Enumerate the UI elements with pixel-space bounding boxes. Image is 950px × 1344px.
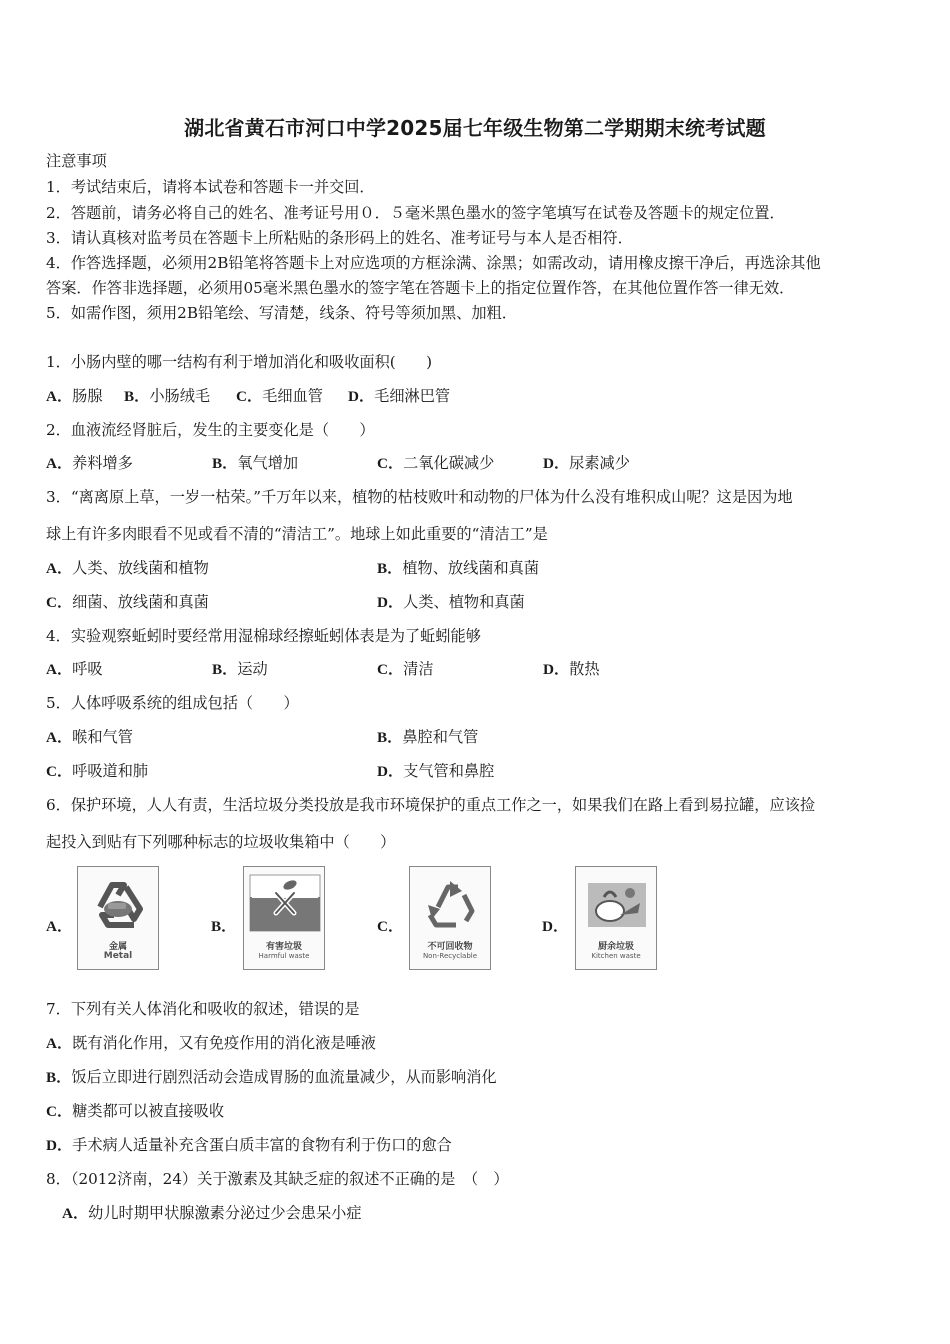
question-option: A．肠腺	[46, 387, 103, 405]
question-option-letter: D．	[542, 918, 569, 935]
question-option: C．呼吸道和肺	[46, 762, 149, 780]
question-stem: 4．实验观察蚯蚓时要经常用湿棉球经擦蚯蚓体表是为了蚯蚓能够	[46, 627, 481, 645]
sign-label-en: Harmful waste	[258, 952, 310, 960]
sign-label-en: Kitchen waste	[591, 952, 641, 960]
sign-label-en: Metal	[103, 951, 133, 961]
notice-heading: 注意事项	[46, 152, 107, 170]
sign-label-cn: 不可回收物	[427, 942, 473, 952]
sign-label-cn: 金属	[108, 942, 127, 952]
question-option: D．手术病人适量补充含蛋白质丰富的食物有利于伤口的愈合	[46, 1136, 452, 1154]
question-option: A．人类、放线菌和植物	[46, 559, 209, 577]
page-title: 湖北省黄石市河口中学2025届七年级生物第二学期期末统考试题	[184, 116, 766, 140]
sign-label-cn: 厨余垃圾	[597, 942, 634, 952]
question-option: B．植物、放线菌和真菌	[377, 559, 540, 577]
question-option: A．幼儿时期甲状腺激素分泌过少会患呆小症	[62, 1204, 362, 1222]
question-option: B．饭后立即进行剧烈活动会造成胃肠的血流量减少，从而影响消化	[46, 1068, 497, 1086]
question-stem: 6．保护环境，人人有责，生活垃圾分类投放是我市环境保护的重点工作之一，如果我们在路上看到易拉罐，应该捡	[46, 796, 816, 814]
metal-sign	[77, 866, 159, 970]
question-option-letter: B．	[211, 918, 237, 935]
question-stem: 7．下列有关人体消化和吸收的叙述，错误的是	[46, 1000, 360, 1018]
question-option: C．毛细血管	[236, 387, 323, 405]
question-option: A．养料增多	[46, 454, 133, 472]
question-option: C．糖类都可以被直接吸收	[46, 1102, 225, 1120]
notice-item: 3．请认真核对监考员在答题卡上所粘贴的条形码上的姓名、准考证号与本人是否相符．	[46, 229, 633, 247]
kitchen-waste-sign	[575, 866, 657, 970]
question-option: C．二氧化碳减少	[377, 454, 495, 472]
question-stem: 3．“离离原上草，一岁一枯荣。”千万年以来，植物的枯枝败叶和动物的尸体为什么没有堆积成山呢？这是因为地	[46, 488, 793, 506]
question-stem: 8．（2012济南，24）关于激素及其缺乏症的叙述不正确的是 （ ）	[46, 1170, 509, 1188]
question-option: A．既有消化作用，又有免疫作用的消化液是唾液	[46, 1034, 376, 1052]
question-option-letter: C．	[377, 918, 404, 935]
question-option: B．运动	[212, 660, 268, 678]
question-option-letter: A．	[46, 918, 73, 935]
question-option: B．鼻腔和气管	[377, 728, 479, 746]
notice-item: 4．作答选择题，必须用2B铅笔将答题卡上对应选项的方框涂满、涂黑；如需改动，请用橡皮擦干净后，再选涂其他	[46, 254, 821, 272]
question-option: B．氧气增加	[212, 454, 299, 472]
notice-item: 5．如需作图，须用2B铅笔绘、写清楚，线条、符号等须加黑、加粗．	[46, 304, 517, 322]
harmful-waste-sign	[243, 866, 325, 970]
question-option: D．尿素减少	[543, 454, 630, 472]
question-option: C．清洁	[377, 660, 434, 678]
question-stem: 1．小肠内壁的哪一结构有利于增加消化和吸收面积( )	[46, 353, 433, 371]
question-stem: 2．血液流经肾脏后，发生的主要变化是（ ）	[46, 421, 375, 439]
question-stem: 球上有许多肉眼看不见或看不清的“清洁工”。地球上如此重要的“清洁工”是	[46, 525, 548, 543]
sign-label-cn: 有害垃圾	[265, 942, 302, 952]
non-recyclable-sign	[409, 866, 491, 970]
question-stem: 5．人体呼吸系统的组成包括（ ）	[46, 694, 299, 712]
question-stem: 起投入到贴有下列哪种标志的垃圾收集箱中（ ）	[46, 833, 396, 851]
question-option: D．散热	[543, 660, 600, 678]
question-option: D．毛细淋巴管	[348, 387, 451, 405]
question-option: A．呼吸	[46, 660, 103, 678]
notice-item: 2．答题前，请务必将自己的姓名、准考证号用０．５毫米黑色墨水的签字笔填写在试卷及答题卡的规定位置．	[46, 204, 785, 222]
question-option: D．支气管和鼻腔	[377, 762, 495, 780]
sign-label-en: Non-Recyclable	[422, 952, 478, 960]
question-option: B．小肠绒毛	[124, 387, 211, 405]
question-option: D．人类、植物和真菌	[377, 593, 525, 611]
notice-item: 答案．作答非选择题，必须用05毫米黑色墨水的签字笔在答题卡上的指定位置作答，在其他位置作答一律无效．	[46, 279, 795, 297]
notice-item: 1．考试结束后，请将本试卷和答题卡一并交回．	[46, 178, 375, 196]
question-option: A．喉和气管	[46, 728, 133, 746]
question-option: C．细菌、放线菌和真菌	[46, 593, 209, 611]
